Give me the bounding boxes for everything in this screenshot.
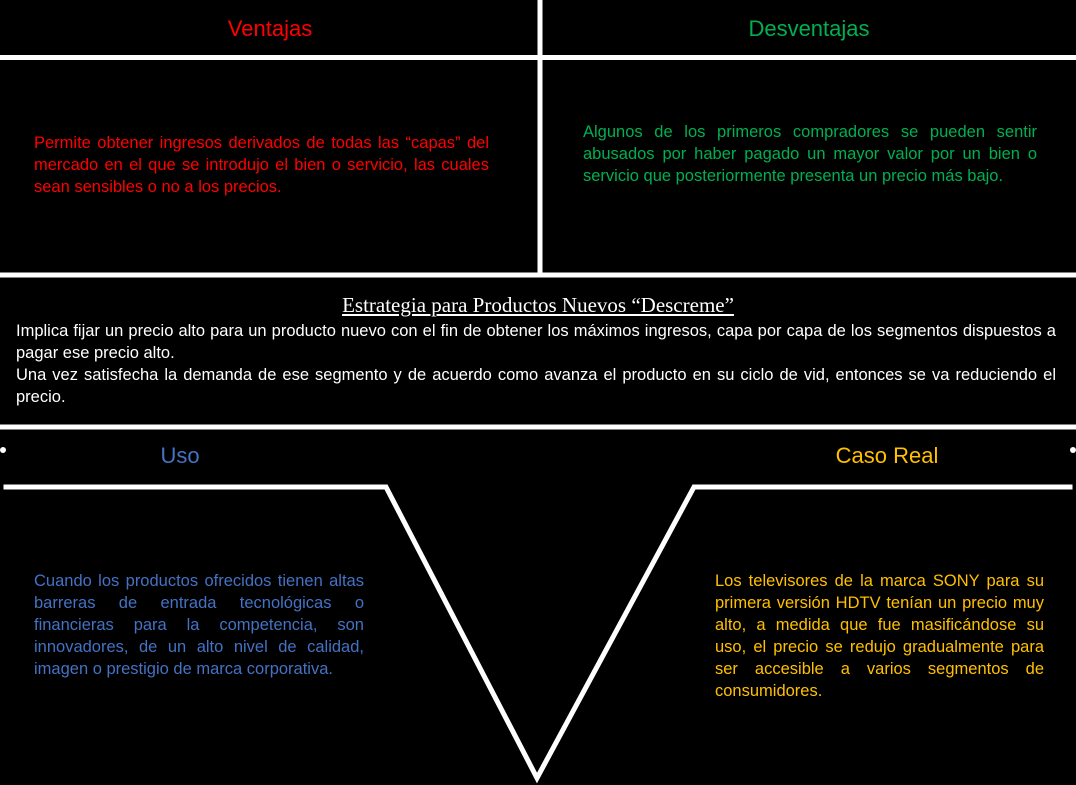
ventajas-text: Permite obtener ingresos derivados de todas las “capas” del mercado en el que se introdujo el bien o servicio, las cuales sean sensibles o no a los precios. — [34, 134, 489, 196]
estrategia-title: Estrategia para Productos Nuevos “Descreme” — [342, 293, 734, 317]
desventajas-title: Desventajas — [748, 16, 870, 41]
estrategia-paragraph-1: Implica fijar un precio alto para un producto nuevo con el fin de obtener los máximos ingresos, capa por capa de los segmentos dispuestos a pagar ese precio alto. — [16, 322, 1056, 362]
estrategia-body — [16, 320, 1056, 408]
desventajas-text: Algunos de los primeros compradores se pueden sentir abusados por haber pagado un mayor valor por un bien o servicio que posteriormente presenta un precio más bajo. — [583, 123, 1037, 185]
ventajas-title: Ventajas — [227, 16, 313, 41]
uso-title: Uso — [160, 443, 200, 468]
left-dot — [0, 447, 6, 453]
uso-text: Cuando los productos ofrecidos tienen altas barreras de entrada tecnológicas o financieras para la competencia, son innovadores, de un alto nivel de calidad, imagen o prestigio de marca corporativa. — [34, 572, 364, 678]
estrategia-paragraph-2: Una vez satisfecha la demanda de ese segmento y de acuerdo como avanza el producto en su ciclo de vid, entonces se va reduciendo el precio. — [16, 366, 1056, 406]
right-dot — [1070, 447, 1076, 453]
caso-real-text: Los televisores de la marca SONY para su primera versión HDTV tenían un precio muy alto, a medida que fue masificándose su uso, el precio se redujo gradualmente para ser accesible a varios segmentos de consumidores. — [715, 572, 1044, 700]
caso-real-title: Caso Real — [835, 443, 939, 468]
